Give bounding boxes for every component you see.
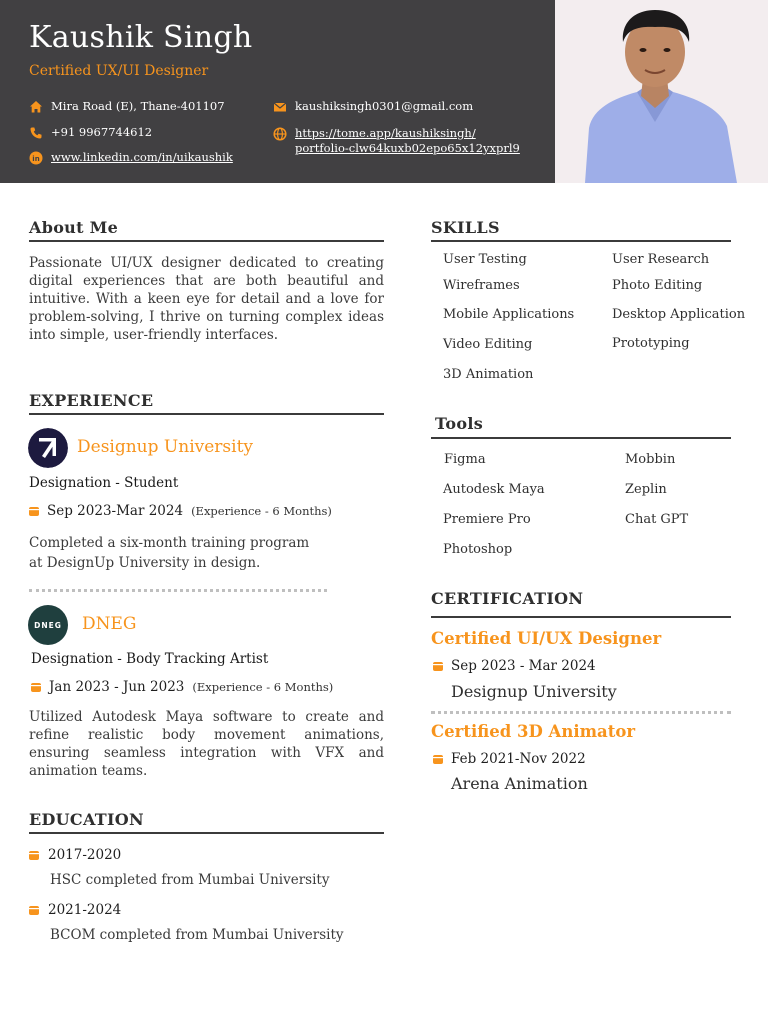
- contact-address: [29, 99, 225, 114]
- skill-item: Video Editing: [443, 337, 533, 352]
- email-text[interactable]: kaushiksingh0301@gmail.com: [295, 99, 474, 113]
- cert-dates: Sep 2023 - Mar 2024: [451, 658, 596, 674]
- calendar-bullet-icon: [29, 905, 39, 915]
- experience-duration: (Experience - 6 Months): [191, 504, 332, 518]
- calendar-bullet-icon: [31, 682, 41, 692]
- calendar-bullet-icon: [29, 506, 39, 516]
- certification-title: CERTIFICATION: [431, 589, 584, 608]
- education-years: 2017-2020: [48, 847, 122, 863]
- experience-separator: [29, 589, 327, 592]
- calendar-bullet-icon: [433, 661, 443, 671]
- certification-divider: [431, 616, 731, 618]
- experience-divider: [29, 413, 384, 415]
- linkedin-link[interactable]: www.linkedin.com/in/uikaushik: [51, 150, 233, 164]
- portfolio-link-line1[interactable]: https://tome.app/kaushiksingh/: [295, 126, 476, 140]
- portfolio-link-line2[interactable]: portfolio-clw64kuxb02epo65x12yxprl9: [295, 141, 520, 155]
- tool-item: Chat GPT: [625, 512, 689, 527]
- skill-item: Wireframes: [443, 278, 520, 293]
- tool-item: Photoshop: [443, 542, 513, 557]
- tool-item: Zeplin: [625, 482, 667, 497]
- cert-date-row: [433, 751, 586, 767]
- experience-duration: (Experience - 6 Months): [192, 680, 334, 694]
- resume-header: [0, 0, 555, 183]
- experience-desc-line2: at DesignUp University in design.: [29, 555, 261, 571]
- contact-email[interactable]: [273, 99, 473, 114]
- skills-title: SKILLS: [431, 218, 500, 237]
- experience-date-row: [31, 679, 333, 695]
- skill-item: 3D Animation: [443, 367, 534, 382]
- contact-phone: [29, 125, 152, 140]
- globe-icon: [273, 127, 287, 141]
- calendar-bullet-icon: [433, 754, 443, 764]
- skill-item: Photo Editing: [612, 278, 703, 293]
- education-title: EDUCATION: [29, 810, 144, 829]
- dneg-logo: [28, 605, 68, 645]
- person-name: Kaushik Singh: [29, 20, 253, 55]
- designup-logo: [28, 428, 68, 468]
- tools-title: Tools: [435, 414, 483, 433]
- profile-photo: [555, 0, 768, 183]
- cert-org: Arena Animation: [451, 774, 588, 793]
- calendar-bullet-icon: [29, 850, 39, 860]
- portfolio-link[interactable]: [295, 126, 520, 156]
- about-text: Passionate UI/UX designer dedicated to creating digital experiences that are both beautiful and intuitive. With a keen eye for detail and a love for problem-solving, I thrive on turning complex ideas into simple, user-friendly interfaces.: [29, 255, 384, 343]
- email-icon: [273, 100, 287, 114]
- cert-date-row: [433, 658, 596, 674]
- experience-description: Utilized Autodesk Maya software to create and refine realistic body movement animations, ensuring seamless integration with VFX and animation teams.: [29, 709, 384, 779]
- cert-dates: Feb 2021-Nov 2022: [451, 751, 586, 767]
- cert-org: Designup University: [451, 682, 617, 701]
- skill-item: User Testing: [443, 252, 527, 267]
- tools-divider: [431, 437, 731, 439]
- phone-text: +91 9967744612: [51, 125, 153, 139]
- skill-item: Prototyping: [612, 336, 690, 351]
- experience-dates: Jan 2023 - Jun 2023: [49, 679, 185, 695]
- cert-title: Certified 3D Animator: [431, 722, 636, 741]
- tool-item: Premiere Pro: [443, 512, 531, 527]
- about-title: About Me: [29, 218, 119, 237]
- experience-date-row: [29, 503, 332, 519]
- education-year: [29, 902, 121, 918]
- linkedin-icon: [29, 151, 43, 165]
- contact-portfolio[interactable]: [273, 126, 520, 156]
- experience-designation: Designation - Student: [29, 475, 179, 491]
- education-text: BCOM completed from Mumbai University: [50, 927, 344, 943]
- cert-separator: [431, 711, 731, 714]
- tool-item: Mobbin: [625, 452, 676, 467]
- education-divider: [29, 832, 384, 834]
- about-divider: [29, 240, 384, 242]
- profile-photo-illustration: [555, 0, 768, 183]
- skill-item: Desktop Application: [612, 307, 746, 322]
- experience-org: DNEG: [82, 614, 137, 634]
- phone-icon: [29, 126, 43, 140]
- svg-text:in: in: [32, 154, 40, 163]
- education-years: 2021-2024: [48, 902, 122, 918]
- experience-designation: Designation - Body Tracking Artist: [31, 651, 269, 667]
- skills-divider: [431, 240, 731, 242]
- cert-title: Certified UI/UX Designer: [431, 629, 662, 648]
- tool-item: Figma: [444, 452, 486, 467]
- address-text: Mira Road (E), Thane-401107: [51, 99, 225, 113]
- experience-title: EXPERIENCE: [29, 391, 154, 410]
- experience-description: [29, 533, 359, 573]
- dneg-logo-text: DNEG: [34, 620, 62, 630]
- tool-item: Autodesk Maya: [443, 482, 545, 497]
- experience-desc-line1: Completed a six-month training program: [29, 535, 310, 551]
- person-role: Certified UX/UI Designer: [29, 63, 209, 79]
- skill-item: Mobile Applications: [443, 307, 575, 322]
- experience-org: Designup University: [77, 437, 254, 457]
- home-icon: [29, 100, 43, 114]
- education-year: [29, 847, 121, 863]
- contact-linkedin[interactable]: [29, 150, 233, 165]
- experience-dates: Sep 2023-Mar 2024: [47, 503, 184, 519]
- education-text: HSC completed from Mumbai University: [50, 872, 330, 888]
- skill-item: User Research: [612, 252, 710, 267]
